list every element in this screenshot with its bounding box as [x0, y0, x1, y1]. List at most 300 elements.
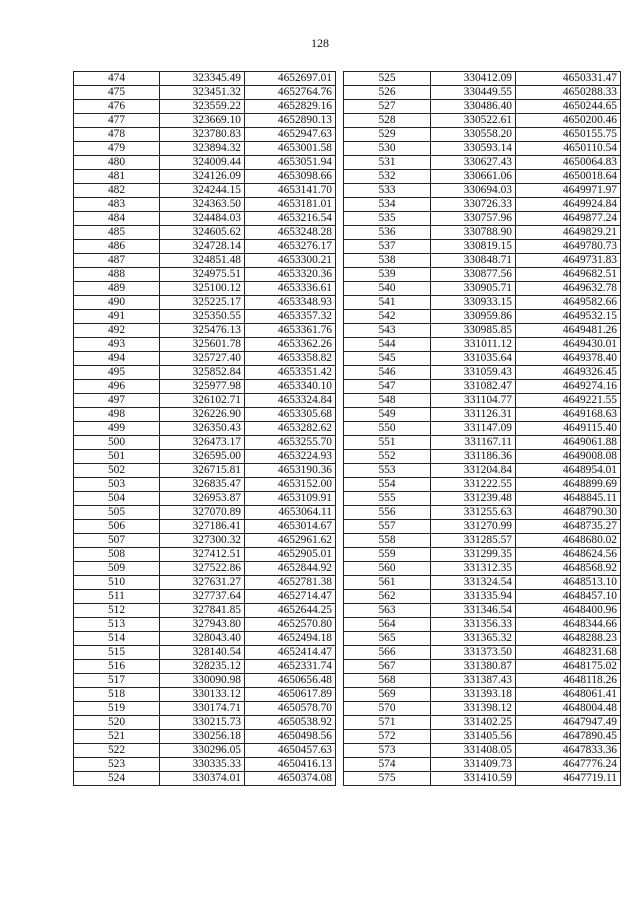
x-coordinate-cell: 331270.99	[431, 520, 516, 534]
y-coordinate-cell: 4653152.00	[245, 478, 336, 492]
point-number-cell: 518	[74, 688, 160, 702]
x-coordinate-cell: 330412.09	[431, 72, 516, 86]
x-coordinate-cell: 324605.62	[160, 226, 245, 240]
point-number-cell: 558	[344, 534, 431, 548]
x-coordinate-cell: 327070.89	[160, 506, 245, 520]
x-coordinate-cell: 330905.71	[431, 282, 516, 296]
y-coordinate-cell: 4648231.68	[516, 646, 621, 660]
point-number-cell: 486	[74, 240, 160, 254]
point-number-cell: 507	[74, 534, 160, 548]
x-coordinate-cell: 325225.17	[160, 296, 245, 310]
y-coordinate-cell: 4649430.01	[516, 338, 621, 352]
table-row	[74, 702, 336, 716]
table-row	[344, 338, 621, 352]
point-number-cell: 525	[344, 72, 431, 86]
y-coordinate-cell: 4649115.40	[516, 422, 621, 436]
point-number-cell: 532	[344, 170, 431, 184]
x-coordinate-cell: 330627.43	[431, 156, 516, 170]
y-coordinate-cell: 4653336.61	[245, 282, 336, 296]
y-coordinate-cell: 4649274.16	[516, 380, 621, 394]
point-number-cell: 498	[74, 408, 160, 422]
y-coordinate-cell: 4648175.02	[516, 660, 621, 674]
point-number-cell: 489	[74, 282, 160, 296]
table-row	[344, 72, 621, 86]
y-coordinate-cell: 4652961.62	[245, 534, 336, 548]
x-coordinate-cell: 331324.54	[431, 576, 516, 590]
y-coordinate-cell: 4650331.47	[516, 72, 621, 86]
table-row	[74, 128, 336, 142]
x-coordinate-cell: 325852.84	[160, 366, 245, 380]
table-row	[344, 268, 621, 282]
table-row	[344, 310, 621, 324]
point-number-cell: 523	[74, 758, 160, 772]
x-coordinate-cell: 324126.09	[160, 170, 245, 184]
x-coordinate-cell: 323780.83	[160, 128, 245, 142]
table-row	[74, 394, 336, 408]
x-coordinate-cell: 331059.43	[431, 366, 516, 380]
table-row	[74, 464, 336, 478]
y-coordinate-cell: 4652414.47	[245, 646, 336, 660]
point-number-cell: 569	[344, 688, 431, 702]
y-coordinate-cell: 4650578.70	[245, 702, 336, 716]
point-number-cell: 551	[344, 436, 431, 450]
y-coordinate-cell: 4648790.30	[516, 506, 621, 520]
table-row	[344, 730, 621, 744]
table-row	[74, 310, 336, 324]
x-coordinate-cell: 325727.40	[160, 352, 245, 366]
x-coordinate-cell: 323345.49	[160, 72, 245, 86]
x-coordinate-cell: 330374.01	[160, 772, 245, 786]
point-number-cell: 485	[74, 226, 160, 240]
x-coordinate-cell: 330661.06	[431, 170, 516, 184]
x-coordinate-cell: 330449.55	[431, 86, 516, 100]
x-coordinate-cell: 326953.87	[160, 492, 245, 506]
table-row	[74, 730, 336, 744]
point-number-cell: 500	[74, 436, 160, 450]
x-coordinate-cell: 331082.47	[431, 380, 516, 394]
point-number-cell: 538	[344, 254, 431, 268]
x-coordinate-cell: 324975.51	[160, 268, 245, 282]
table-row	[344, 702, 621, 716]
y-coordinate-cell: 4653255.70	[245, 436, 336, 450]
x-coordinate-cell: 328043.40	[160, 632, 245, 646]
point-number-cell: 549	[344, 408, 431, 422]
table-row	[74, 198, 336, 212]
x-coordinate-cell: 331408.05	[431, 744, 516, 758]
x-coordinate-cell: 331410.59	[431, 772, 516, 786]
table-row	[74, 618, 336, 632]
y-coordinate-cell: 4648845.11	[516, 492, 621, 506]
x-coordinate-cell: 331373.50	[431, 646, 516, 660]
y-coordinate-cell: 4653361.76	[245, 324, 336, 338]
x-coordinate-cell: 323559.22	[160, 100, 245, 114]
y-coordinate-cell: 4648344.66	[516, 618, 621, 632]
table-row	[74, 86, 336, 100]
x-coordinate-cell: 328235.12	[160, 660, 245, 674]
x-coordinate-cell: 326595.00	[160, 450, 245, 464]
x-coordinate-cell: 326102.71	[160, 394, 245, 408]
point-number-cell: 474	[74, 72, 160, 86]
x-coordinate-cell: 327631.27	[160, 576, 245, 590]
point-number-cell: 511	[74, 590, 160, 604]
coordinates-table-left	[73, 71, 336, 786]
x-coordinate-cell: 330335.33	[160, 758, 245, 772]
table-row	[344, 548, 621, 562]
table-row	[74, 436, 336, 450]
y-coordinate-cell: 4649877.24	[516, 212, 621, 226]
y-coordinate-cell: 4650018.64	[516, 170, 621, 184]
point-number-cell: 491	[74, 310, 160, 324]
y-coordinate-cell: 4649378.40	[516, 352, 621, 366]
y-coordinate-cell: 4648568.92	[516, 562, 621, 576]
x-coordinate-cell: 331380.87	[431, 660, 516, 674]
point-number-cell: 566	[344, 646, 431, 660]
point-number-cell: 563	[344, 604, 431, 618]
table-row	[344, 282, 621, 296]
point-number-cell: 552	[344, 450, 431, 464]
x-coordinate-cell: 326835.47	[160, 478, 245, 492]
table-row	[344, 408, 621, 422]
point-number-cell: 550	[344, 422, 431, 436]
x-coordinate-cell: 323894.32	[160, 142, 245, 156]
table-row	[74, 548, 336, 562]
y-coordinate-cell: 4653014.67	[245, 520, 336, 534]
table-row	[344, 590, 621, 604]
point-number-cell: 533	[344, 184, 431, 198]
x-coordinate-cell: 325476.13	[160, 324, 245, 338]
x-coordinate-cell: 328140.54	[160, 646, 245, 660]
y-coordinate-cell: 4649780.73	[516, 240, 621, 254]
x-coordinate-cell: 330090.98	[160, 674, 245, 688]
point-number-cell: 554	[344, 478, 431, 492]
y-coordinate-cell: 4653358.82	[245, 352, 336, 366]
y-coordinate-cell: 4652570.80	[245, 618, 336, 632]
y-coordinate-cell: 4653141.70	[245, 184, 336, 198]
table-row	[74, 254, 336, 268]
table-row	[344, 674, 621, 688]
y-coordinate-cell: 4652844.92	[245, 562, 336, 576]
table-row	[74, 142, 336, 156]
y-coordinate-cell: 4653224.93	[245, 450, 336, 464]
point-number-cell: 539	[344, 268, 431, 282]
y-coordinate-cell: 4650498.56	[245, 730, 336, 744]
point-number-cell: 519	[74, 702, 160, 716]
y-coordinate-cell: 4650200.46	[516, 114, 621, 128]
table-row	[74, 604, 336, 618]
y-coordinate-cell: 4647776.24	[516, 758, 621, 772]
point-number-cell: 506	[74, 520, 160, 534]
point-number-cell: 508	[74, 548, 160, 562]
y-coordinate-cell: 4652890.13	[245, 114, 336, 128]
point-number-cell: 556	[344, 506, 431, 520]
y-coordinate-cell: 4652714.47	[245, 590, 336, 604]
table-row	[74, 156, 336, 170]
x-coordinate-cell: 325100.12	[160, 282, 245, 296]
y-coordinate-cell: 4648735.27	[516, 520, 621, 534]
table-row	[74, 282, 336, 296]
y-coordinate-cell: 4650244.65	[516, 100, 621, 114]
point-number-cell: 573	[344, 744, 431, 758]
point-number-cell: 535	[344, 212, 431, 226]
table-row	[74, 562, 336, 576]
table-row	[74, 100, 336, 114]
x-coordinate-cell: 331409.73	[431, 758, 516, 772]
y-coordinate-cell: 4650617.89	[245, 688, 336, 702]
table-row	[344, 660, 621, 674]
point-number-cell: 490	[74, 296, 160, 310]
y-coordinate-cell: 4648288.23	[516, 632, 621, 646]
table-row	[344, 450, 621, 464]
y-coordinate-cell: 4649924.84	[516, 198, 621, 212]
point-number-cell: 530	[344, 142, 431, 156]
x-coordinate-cell: 330256.18	[160, 730, 245, 744]
table-row	[74, 72, 336, 86]
y-coordinate-cell: 4647719.11	[516, 772, 621, 786]
point-number-cell: 480	[74, 156, 160, 170]
table-row	[344, 114, 621, 128]
x-coordinate-cell: 327412.51	[160, 548, 245, 562]
table-row	[74, 268, 336, 282]
point-number-cell: 528	[344, 114, 431, 128]
x-coordinate-cell: 331011.12	[431, 338, 516, 352]
point-number-cell: 564	[344, 618, 431, 632]
x-coordinate-cell: 324009.44	[160, 156, 245, 170]
x-coordinate-cell: 324851.48	[160, 254, 245, 268]
point-number-cell: 512	[74, 604, 160, 618]
point-number-cell: 514	[74, 632, 160, 646]
y-coordinate-cell: 4652764.76	[245, 86, 336, 100]
point-number-cell: 527	[344, 100, 431, 114]
x-coordinate-cell: 330726.33	[431, 198, 516, 212]
x-coordinate-cell: 331402.25	[431, 716, 516, 730]
table-row	[344, 156, 621, 170]
point-number-cell: 494	[74, 352, 160, 366]
x-coordinate-cell: 327522.86	[160, 562, 245, 576]
y-coordinate-cell: 4648680.02	[516, 534, 621, 548]
table-row	[74, 716, 336, 730]
table-row	[344, 324, 621, 338]
table-row	[344, 506, 621, 520]
y-coordinate-cell: 4649632.78	[516, 282, 621, 296]
y-coordinate-cell: 4648513.10	[516, 576, 621, 590]
x-coordinate-cell: 331104.77	[431, 394, 516, 408]
y-coordinate-cell: 4653190.36	[245, 464, 336, 478]
table-row	[344, 744, 621, 758]
table-row	[74, 226, 336, 240]
x-coordinate-cell: 330522.61	[431, 114, 516, 128]
y-coordinate-cell: 4653109.91	[245, 492, 336, 506]
table-row	[74, 492, 336, 506]
y-coordinate-cell: 4652331.74	[245, 660, 336, 674]
y-coordinate-cell: 4647947.49	[516, 716, 621, 730]
y-coordinate-cell: 4649971.97	[516, 184, 621, 198]
table-row	[74, 576, 336, 590]
page-number: 128	[311, 36, 329, 50]
y-coordinate-cell: 4650416.13	[245, 758, 336, 772]
x-coordinate-cell: 331147.09	[431, 422, 516, 436]
y-coordinate-cell: 4653181.01	[245, 198, 336, 212]
y-coordinate-cell: 4650155.75	[516, 128, 621, 142]
table-row	[344, 142, 621, 156]
point-number-cell: 571	[344, 716, 431, 730]
point-number-cell: 504	[74, 492, 160, 506]
point-number-cell: 501	[74, 450, 160, 464]
x-coordinate-cell: 327300.32	[160, 534, 245, 548]
y-coordinate-cell: 4649326.45	[516, 366, 621, 380]
point-number-cell: 499	[74, 422, 160, 436]
point-number-cell: 540	[344, 282, 431, 296]
y-coordinate-cell: 4652697.01	[245, 72, 336, 86]
y-coordinate-cell: 4650538.92	[245, 716, 336, 730]
y-coordinate-cell: 4650457.63	[245, 744, 336, 758]
x-coordinate-cell: 323451.32	[160, 86, 245, 100]
point-number-cell: 505	[74, 506, 160, 520]
table-row	[344, 184, 621, 198]
table-row	[344, 618, 621, 632]
x-coordinate-cell: 331365.32	[431, 632, 516, 646]
table-row	[344, 520, 621, 534]
y-coordinate-cell: 4649061.88	[516, 436, 621, 450]
point-number-cell: 553	[344, 464, 431, 478]
x-coordinate-cell: 331346.54	[431, 604, 516, 618]
table-row	[74, 352, 336, 366]
table-row	[344, 198, 621, 212]
point-number-cell: 561	[344, 576, 431, 590]
y-coordinate-cell: 4649168.63	[516, 408, 621, 422]
y-coordinate-cell: 4653320.36	[245, 268, 336, 282]
point-number-cell: 478	[74, 128, 160, 142]
table-row	[344, 86, 621, 100]
point-number-cell: 572	[344, 730, 431, 744]
table-row	[74, 534, 336, 548]
y-coordinate-cell: 4652947.63	[245, 128, 336, 142]
x-coordinate-cell: 327943.80	[160, 618, 245, 632]
table-row	[344, 646, 621, 660]
point-number-cell: 567	[344, 660, 431, 674]
table-row	[344, 212, 621, 226]
table-row	[74, 772, 336, 786]
x-coordinate-cell: 331398.12	[431, 702, 516, 716]
x-coordinate-cell: 324484.03	[160, 212, 245, 226]
x-coordinate-cell: 330215.73	[160, 716, 245, 730]
table-row	[344, 716, 621, 730]
point-number-cell: 477	[74, 114, 160, 128]
y-coordinate-cell: 4653351.42	[245, 366, 336, 380]
point-number-cell: 488	[74, 268, 160, 282]
point-number-cell: 510	[74, 576, 160, 590]
y-coordinate-cell: 4648457.10	[516, 590, 621, 604]
x-coordinate-cell: 331356.33	[431, 618, 516, 632]
y-coordinate-cell: 4649532.15	[516, 310, 621, 324]
table-row	[344, 562, 621, 576]
table-row	[74, 758, 336, 772]
y-coordinate-cell: 4653051.94	[245, 156, 336, 170]
x-coordinate-cell: 325350.55	[160, 310, 245, 324]
point-number-cell: 479	[74, 142, 160, 156]
table-row	[344, 394, 621, 408]
point-number-cell: 482	[74, 184, 160, 198]
y-coordinate-cell: 4647833.36	[516, 744, 621, 758]
point-number-cell: 483	[74, 198, 160, 212]
y-coordinate-cell: 4653064.11	[245, 506, 336, 520]
x-coordinate-cell: 330848.71	[431, 254, 516, 268]
x-coordinate-cell: 331126.31	[431, 408, 516, 422]
y-coordinate-cell: 4649829.21	[516, 226, 621, 240]
y-coordinate-cell: 4650656.48	[245, 674, 336, 688]
point-number-cell: 559	[344, 548, 431, 562]
table-row	[344, 170, 621, 184]
point-number-cell: 493	[74, 338, 160, 352]
table-row	[74, 212, 336, 226]
x-coordinate-cell: 327841.85	[160, 604, 245, 618]
x-coordinate-cell: 330877.56	[431, 268, 516, 282]
y-coordinate-cell: 4648061.41	[516, 688, 621, 702]
table-row	[74, 506, 336, 520]
point-number-cell: 547	[344, 380, 431, 394]
table-row	[74, 366, 336, 380]
point-number-cell: 537	[344, 240, 431, 254]
x-coordinate-cell: 331204.84	[431, 464, 516, 478]
y-coordinate-cell: 4653305.68	[245, 408, 336, 422]
x-coordinate-cell: 331405.56	[431, 730, 516, 744]
x-coordinate-cell: 331335.94	[431, 590, 516, 604]
y-coordinate-cell: 4652644.25	[245, 604, 336, 618]
x-coordinate-cell: 327186.41	[160, 520, 245, 534]
point-number-cell: 496	[74, 380, 160, 394]
x-coordinate-cell: 325601.78	[160, 338, 245, 352]
x-coordinate-cell: 331239.48	[431, 492, 516, 506]
point-number-cell: 503	[74, 478, 160, 492]
table-row	[74, 450, 336, 464]
point-number-cell: 541	[344, 296, 431, 310]
table-row	[74, 408, 336, 422]
point-number-cell: 574	[344, 758, 431, 772]
y-coordinate-cell: 4653282.62	[245, 422, 336, 436]
table-row	[344, 688, 621, 702]
table-row	[344, 772, 621, 786]
x-coordinate-cell: 330788.90	[431, 226, 516, 240]
point-number-cell: 517	[74, 674, 160, 688]
point-number-cell: 509	[74, 562, 160, 576]
table-row	[74, 646, 336, 660]
y-coordinate-cell: 4652494.18	[245, 632, 336, 646]
table-row	[74, 170, 336, 184]
table-row	[344, 366, 621, 380]
x-coordinate-cell: 331299.35	[431, 548, 516, 562]
table-row	[344, 422, 621, 436]
table-row	[344, 226, 621, 240]
y-coordinate-cell: 4652905.01	[245, 548, 336, 562]
coordinates-table-right	[343, 71, 621, 786]
table-row	[344, 478, 621, 492]
point-number-cell: 536	[344, 226, 431, 240]
x-coordinate-cell: 331312.35	[431, 562, 516, 576]
x-coordinate-cell: 330959.86	[431, 310, 516, 324]
y-coordinate-cell: 4649682.51	[516, 268, 621, 282]
y-coordinate-cell: 4647890.45	[516, 730, 621, 744]
y-coordinate-cell: 4653357.32	[245, 310, 336, 324]
y-coordinate-cell: 4648004.48	[516, 702, 621, 716]
point-number-cell: 562	[344, 590, 431, 604]
y-coordinate-cell: 4653340.10	[245, 380, 336, 394]
table-row	[74, 338, 336, 352]
x-coordinate-cell: 326473.17	[160, 436, 245, 450]
table-row	[74, 114, 336, 128]
table-row	[344, 380, 621, 394]
x-coordinate-cell: 330133.12	[160, 688, 245, 702]
y-coordinate-cell: 4649481.26	[516, 324, 621, 338]
point-number-cell: 560	[344, 562, 431, 576]
